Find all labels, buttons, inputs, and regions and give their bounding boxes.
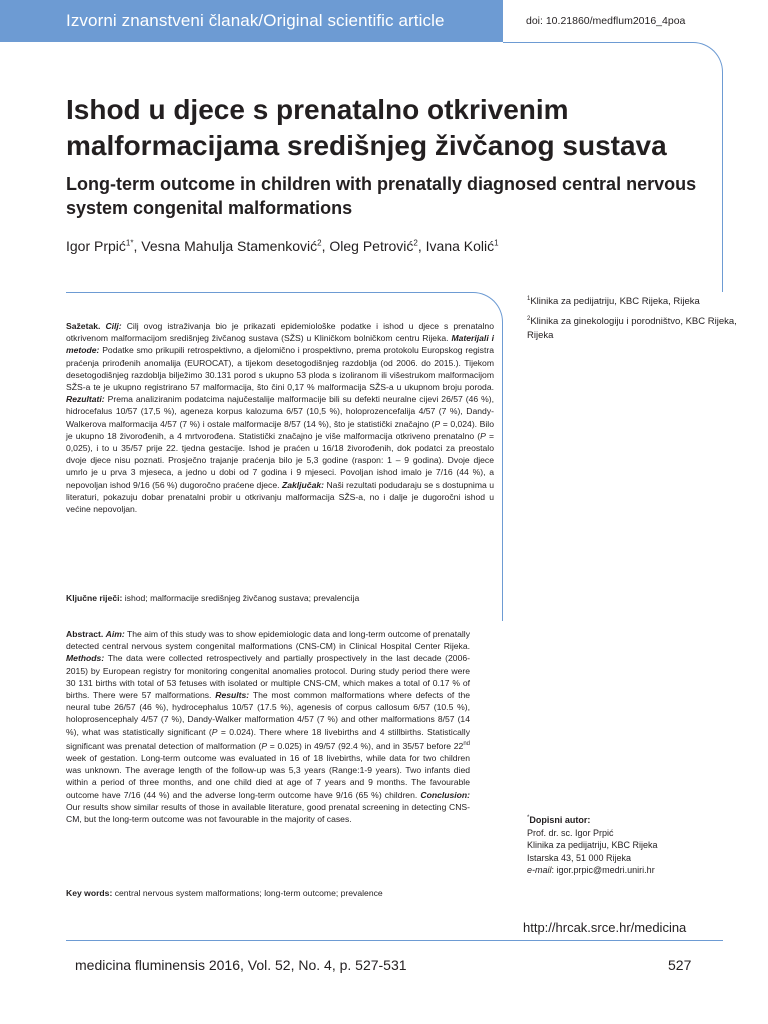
abstract-croatian bbox=[66, 320, 494, 515]
affiliation-mark: 1 bbox=[527, 296, 531, 302]
section-text-results: = 0,024). Bilo je ukupno 18 živorođenih, a 4 mrtvorođena. Statistički značajno je više malformacija otkriveno prenatalno ( bbox=[66, 418, 494, 441]
section-text-results: Prema analiziranim podatcima najučestalije malformacije bili su defekti neuralne cijevi 26/57 (46 %), hidrocefalus 10/57 (17,5 %), ageneza korpus kalozuma 6/57 (10,5 %), holoprozencefalija 4/57 (7 %), Dandy-Walkerova malformacija 4/57 (7 %) i ostale malformacije 8/57 (14 %), što je statistički značajno ( bbox=[66, 394, 494, 429]
abstract-label: Sažetak. bbox=[66, 321, 101, 331]
author-list bbox=[66, 238, 686, 254]
author-affiliation-mark: 2 bbox=[317, 238, 322, 248]
section-text-methods: The data were collected retrospectively and partially prospectively in the last decade (2006-2015) by European registry for monitoring congenital anomalies protocol. During study period there were 30 131 births with total of 53 fetuses with isolated or multiple CNS-CM, which makes a total of 0.17 % of births. There were 57 malformations. bbox=[66, 653, 471, 701]
keywords-label: Key words: bbox=[66, 888, 113, 898]
section-text-aim: Cilj ovog istraživanja bio je prikazati epidemiološke podatke i ishod u djece s prenatalno otkrivenom malformacijom središnjeg živčanog sustava (SŽS) u Kliničkom bolničkom centru Rijeka. bbox=[66, 321, 494, 344]
author-name: Vesna Mahulja Stamenković bbox=[141, 238, 318, 254]
author-separator: , bbox=[321, 238, 330, 254]
journal-url-link[interactable]: http://hrcak.srce.hr/medicina bbox=[523, 920, 687, 935]
section-text-results: = 0.025) in 49/57 (92.4 %), and in 35/57 before 22 bbox=[267, 740, 464, 751]
keywords-label: Ključne riječi: bbox=[66, 593, 123, 603]
decorative-frame-top bbox=[503, 42, 723, 292]
author-name: Ivana Kolić bbox=[425, 238, 495, 254]
author-name: Oleg Petrović bbox=[329, 238, 414, 254]
section-text-conclusion: Naši rezultati podudaraju se s dostupnima u literaturi, pokazuju dobar prenatalni probir u otkrivanju malformacija SŽS-a, no i dalje je dugoročni ishod u većine nepovoljan. bbox=[66, 479, 494, 515]
section-text-conclusion: Our results show similar results of those in available literature, good prenatal screening in detecting CNS-CM, but the long-term outcome was not favourable in the majority of cases. bbox=[66, 801, 470, 824]
affiliation-text: Klinika za pedijatriju, KBC Rijeka, Rijeka bbox=[530, 296, 700, 308]
affiliation-mark: 2 bbox=[527, 316, 531, 323]
author-affiliation-mark: 1* bbox=[125, 238, 134, 248]
section-label-results: Rezultati: bbox=[66, 394, 105, 405]
author-separator: , bbox=[417, 238, 426, 254]
p-value-symbol: P bbox=[211, 726, 218, 737]
section-label-aim: Cilj: bbox=[105, 321, 122, 331]
corresponding-department: Klinika za pedijatriju, KBC Rijeka bbox=[527, 840, 658, 850]
keywords-english bbox=[66, 887, 496, 899]
corresponding-title bbox=[527, 812, 727, 827]
p-value-symbol: P bbox=[480, 430, 486, 441]
keywords-text: ishod; malformacije središnjeg živčanog sustava; prevalencija bbox=[124, 593, 360, 603]
section-label-results: Results: bbox=[215, 690, 250, 701]
section-label-conclusion: Conclusion: bbox=[420, 789, 471, 800]
affiliation-item bbox=[527, 312, 737, 343]
section-text-aim: The aim of this study was to show epidemiologic data and long-term outcome of prenatally detected central nervous system congenital malformations (CNS-CM) in Clinical Hospital Center Rijeka. bbox=[66, 629, 470, 652]
author-affiliation-mark: 1 bbox=[494, 238, 499, 248]
affiliation-item bbox=[527, 292, 737, 309]
section-text-results: = 0,025), i to u 35/57 prije 22. tjedna gestacije. Ishod je praćen u 16/18 živorođenih, dok podatci za preostalo dvoje djece nisu poznati. Prosječno trajanje praćenja bilo je 5,3 godine (raspon: 1 – 9 godina). Dvoje djece umrlo je u prva 3 mjeseca, a jedno u dobi od 7 godina i 9 mjeseci. Povoljan ishod imalo je 7/16 (44 %), a nepovoljan ishod 9/16 (56 %) dugoročno praćene djece. bbox=[66, 430, 494, 490]
page-number: 527 bbox=[668, 957, 692, 973]
section-label-methods: Methods: bbox=[66, 653, 105, 664]
abstract-label: Abstract. bbox=[66, 629, 104, 639]
affiliations bbox=[527, 292, 737, 346]
author-affiliation-mark: 2 bbox=[413, 238, 418, 248]
article-title-english: Long-term outcome in children with prenatally diagnosed central nervous system congenital malformations bbox=[66, 174, 697, 218]
email-label: e-mail bbox=[527, 865, 552, 875]
section-text-results: = 0.024). There where 18 livebirths and 4 stillbirths. Statistically significant was prenatal detection of malformation ( bbox=[66, 726, 471, 751]
corresponding-email bbox=[527, 864, 727, 877]
section-label-conclusion: Zaključak: bbox=[281, 479, 324, 490]
abstract-english bbox=[66, 628, 470, 825]
affiliation-text: Klinika za ginekologiju i porodništvo, KBC Rijeka, Rijeka bbox=[527, 316, 737, 342]
section-text-results: week of gestation. Long-term outcome was evaluated in 16 of 18 livebirths, while data for two children was unknown. The average length of the follow-up was 5,3 years (Range:1-9 years). Two infants died within a period of three months, and one child died at age of 7 years and 9 months. The favourable outcome have 7/16 (44 %) and the adverse long-term outcome have 9/16 (65 %) children. bbox=[66, 752, 470, 800]
p-value-symbol: P bbox=[261, 740, 268, 751]
email-address[interactable]: : igor.prpic@medri.uniri.hr bbox=[551, 865, 655, 875]
article-type-banner: Izvorni znanstveni članak/Original scientific article bbox=[0, 0, 503, 42]
keywords-text: central nervous system malformations; long-term outcome; prevalence bbox=[114, 888, 383, 898]
ordinal-suffix: nd bbox=[463, 740, 470, 747]
section-text-results: The most common malformations where defects of the neural tube 26/57 (46 %), hydrocephalus 10/57 (17.5 %), agenesis of corpus callosum 6/57 (10.5 %), holoprosencephaly 4/57 (7 %), Dandy-Walker malformation 4/57 (7 %) and other malformations 8/57 (14 %), what was statistically significant ( bbox=[66, 690, 471, 737]
journal-citation: medicina fluminensis 2016, Vol. 52, No. 4, p. 527-531 bbox=[75, 957, 407, 973]
section-label-methods: Materijali i metode: bbox=[66, 333, 495, 356]
section-label-aim: Aim: bbox=[105, 629, 125, 639]
article-title-croatian: Ishod u djece s prenatalno otkrivenim malformacijama središnjeg živčanog sustava bbox=[66, 94, 667, 161]
section-text-methods: Podatke smo prikupili retrospektivno, a djelomično i prospektivno, prema protokolu Europskog registra praćenja prirođenih anomalija (EUROCAT), a tijekom desetogodišnjeg razdoblja (od 2006. do 2015.). Tijekom desetogodišnjeg razdoblja bilježimo 30.131 porod s ukupno 53 ploda s izoliranom ili višestrukom malformacijom SŽS-a te je ukupno registrirano 57 malformacija, što čini 0,17 % malformacija SŽS-a u ukupnom broju poroda. bbox=[66, 345, 494, 393]
keywords-croatian bbox=[66, 592, 494, 604]
corresponding-name: Prof. dr. sc. Igor Prpić bbox=[527, 827, 614, 838]
doi[interactable]: doi: 10.21860/medflum2016_4poa bbox=[526, 15, 686, 27]
corresponding-author bbox=[527, 812, 727, 877]
corresponding-label: Dopisni autor: bbox=[529, 815, 591, 825]
asterisk-mark: * bbox=[527, 815, 530, 821]
corresponding-address: Istarska 43, 51 000 Rijeka bbox=[527, 852, 632, 863]
p-value-symbol: P bbox=[434, 418, 441, 429]
footer-divider bbox=[66, 940, 723, 941]
author-name: Igor Prpić bbox=[66, 238, 126, 254]
author-separator: , bbox=[133, 238, 142, 254]
